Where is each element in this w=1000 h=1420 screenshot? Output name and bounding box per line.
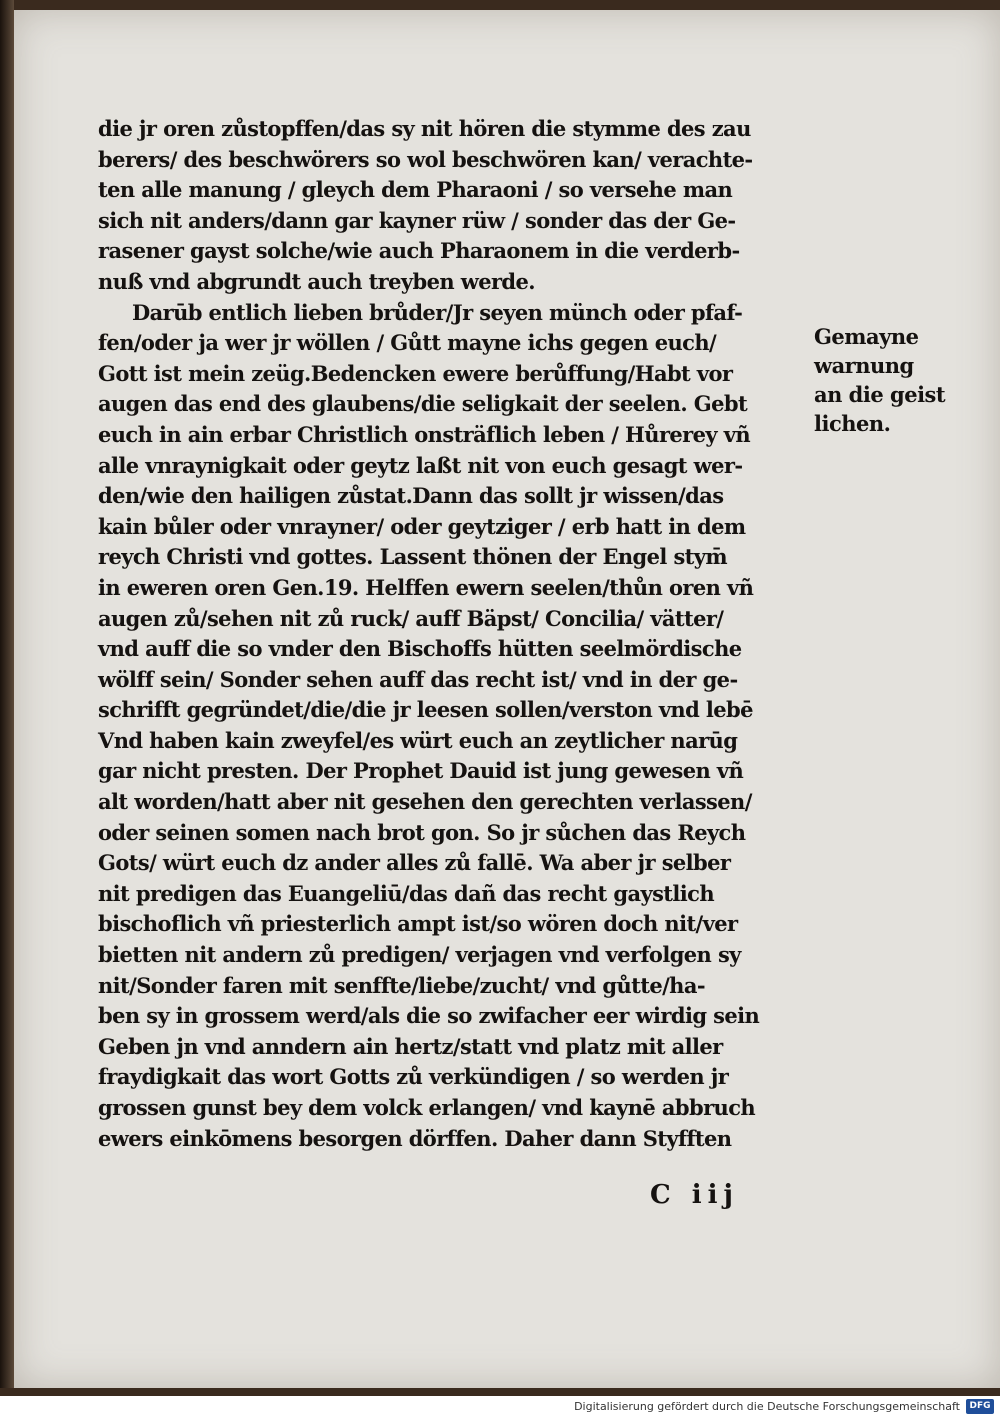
marginal-note-line: Gemayne <box>814 324 919 349</box>
marginal-note-line: an die geist <box>814 382 946 407</box>
text-line: ewers einkōmens besorgen dörffen. Daher dann Styfften <box>98 1125 732 1151</box>
main-text-block <box>98 114 798 1154</box>
text-line: bischoflich vñ priesterlich ampt ist/so wören doch nit/ver <box>98 911 738 937</box>
signature-mark: C iij <box>650 1180 739 1210</box>
text-line: euch in ain erbar Christlich onsträflich leben / Hůrerey vñ <box>98 421 750 447</box>
text-line: Gott ist mein zeüg.Bedencken ewere berůffung/Habt vor <box>98 360 733 386</box>
text-line: schrifft gegründet/die/die jr leesen sollen/verston vnd lebē <box>98 697 753 723</box>
footer-bar <box>0 1396 1000 1420</box>
text-line: ten alle manung / gleych dem Pharaoni / so versehe man <box>98 177 733 203</box>
footer-credit-text: Digitalisierung gefördert durch die Deutsche Forschungsgemeinschaft <box>574 1400 960 1413</box>
text-line: kain bůler oder vnrayner/ oder geytziger / erb hatt in dem <box>98 513 746 539</box>
text-line: alle vnraynigkait oder geytz laßt nit von euch gesagt wer- <box>98 452 743 478</box>
text-line: bietten nit andern zů predigen/ verjagen vnd verfolgen sy <box>98 942 741 968</box>
book-page <box>14 10 1000 1388</box>
text-line: wölff sein/ Sonder sehen auff das recht ist/ vnd in der ge- <box>98 666 738 692</box>
text-line: Gots/ würt euch dz ander alles zů fallē. Wa aber jr selber <box>98 850 731 876</box>
text-line: die jr oren zůstopffen/das sy nit hören die stymme des zau <box>98 116 751 141</box>
text-line: alt worden/hatt aber nit gesehen den gerechten verlassen/ <box>98 789 752 815</box>
text-line-paragraph-start: Darūb entlich lieben brůder/Jr seyen münch oder pfaf- <box>132 299 743 325</box>
page-binding-edge <box>0 0 14 1388</box>
text-line: Vnd haben kain zweyfel/es würt euch an zeytlicher narūg <box>98 727 738 753</box>
text-line: fen/oder ja wer jr wöllen / Gůtt mayne ichs gegen euch/ <box>98 330 717 356</box>
text-line: berers/ des beschwörers so wol beschwören kan/ verachte- <box>98 146 753 172</box>
text-line: augen zů/sehen nit zů ruck/ auff Bäpst/ Concilia/ vätter/ <box>98 605 724 631</box>
marginal-note-line: warnung <box>814 353 914 378</box>
dfg-logo-icon: DFG <box>966 1399 994 1414</box>
text-line: den/wie den hailigen zůstat.Dann das sollt jr wissen/das <box>98 483 724 509</box>
text-line: gar nicht presten. Der Prophet Dauid ist jung gewesen vñ <box>98 758 744 784</box>
marginal-note <box>814 322 964 438</box>
text-line: nit predigen das Euangeliū/das dañ das recht gaystlich <box>98 880 714 906</box>
text-line: augen das end des glaubens/die seligkait der seelen. Gebt <box>98 391 748 417</box>
text-line: in eweren oren Gen.19. Helffen ewern seelen/thůn oren vñ <box>98 574 754 600</box>
text-line: vnd auff die so vnder den Bischoffs hütten seelmördische <box>98 636 742 662</box>
marginal-note-line: lichen. <box>814 411 891 436</box>
text-line: Geben jn vnd anndern ain hertz/statt vnd platz mit aller <box>98 1033 723 1059</box>
text-line: oder seinen somen nach brot gon. So jr sůchen das Reych <box>98 819 746 845</box>
text-line: nit/Sonder faren mit senffte/liebe/zucht/ vnd gůtte/ha- <box>98 972 705 998</box>
text-line: grossen gunst bey dem volck erlangen/ vnd kaynē abbruch <box>98 1095 756 1120</box>
text-line: sich nit anders/dann gar kayner rüw / sonder das der Ge- <box>98 207 736 233</box>
text-line: nuß vnd abgrundt auch treyben werde. <box>98 268 535 294</box>
text-line: rasener gayst solche/wie auch Pharaonem in die verderb- <box>98 238 740 264</box>
text-line: fraydigkait das wort Gotts zů verkündigen / so werden jr <box>98 1064 729 1090</box>
text-line: ben sy in grossem werd/als die so zwifacher eer wirdig sein <box>98 1003 760 1029</box>
text-line: reych Christi vnd gottes. Lassent thönen der Engel stym̄ <box>98 544 728 570</box>
